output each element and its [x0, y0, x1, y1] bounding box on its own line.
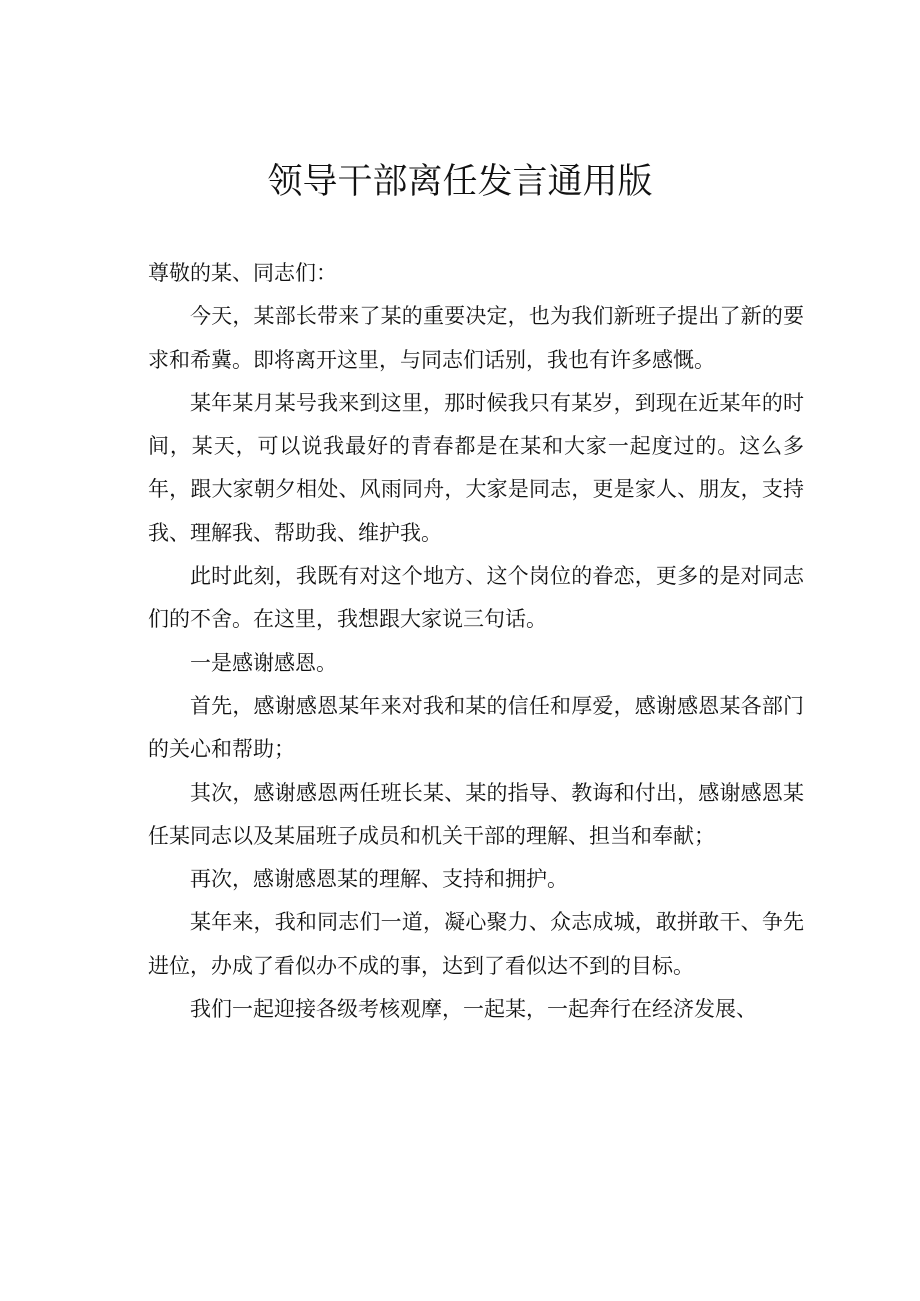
salutation: 尊敬的某、同志们：	[148, 261, 337, 285]
paragraph: 首先，感谢感恩某年来对我和某的信任和厚爱，感谢感恩某各部门的关心和帮助；	[148, 693, 804, 762]
paragraph: 其次，感谢感恩两任班长某、某的指导、教诲和付出，感谢感恩某任某同志以及某届班子成员和机关干部的理解、担当和奉献；	[148, 780, 804, 848]
document-title: 领导干部离任发言通用版	[267, 162, 653, 202]
paragraph: 我们一起迎接各级考核观摩，一起某，一起奔行在经济发展、	[190, 997, 757, 1022]
document-body	[148, 252, 804, 1031]
paragraph: 某年来，我和同志们一道，凝心聚力、众志成城，敢拼敢干、争先进位，办成了看似办不成的事，达到了看似达不到的目标。	[148, 910, 804, 978]
paragraph: 今天，某部长带来了某的重要决定，也为我们新班子提出了新的要求和希冀。即将离开这里，与同志们话别，我也有许多感慨。	[148, 304, 804, 372]
paragraph: 某年某月某号我来到这里，那时候我只有某岁，到现在近某年的时间，某天，可以说我最好的青春都是在某和大家一起度过的。这么多年，跟大家朝夕相处、风雨同舟，大家是同志，更是家人、朋友，支持我、理解我、帮助我、维护我。	[148, 390, 804, 545]
paragraph: 此时此刻，我既有对这个地方、这个岗位的眷恋，更多的是对同志们的不舍。在这里，我想跟大家说三句话。	[148, 564, 804, 632]
section-heading: 一是感谢感恩。	[190, 650, 337, 675]
paragraph: 再次，感谢感恩某的理解、支持和拥护。	[190, 867, 568, 892]
